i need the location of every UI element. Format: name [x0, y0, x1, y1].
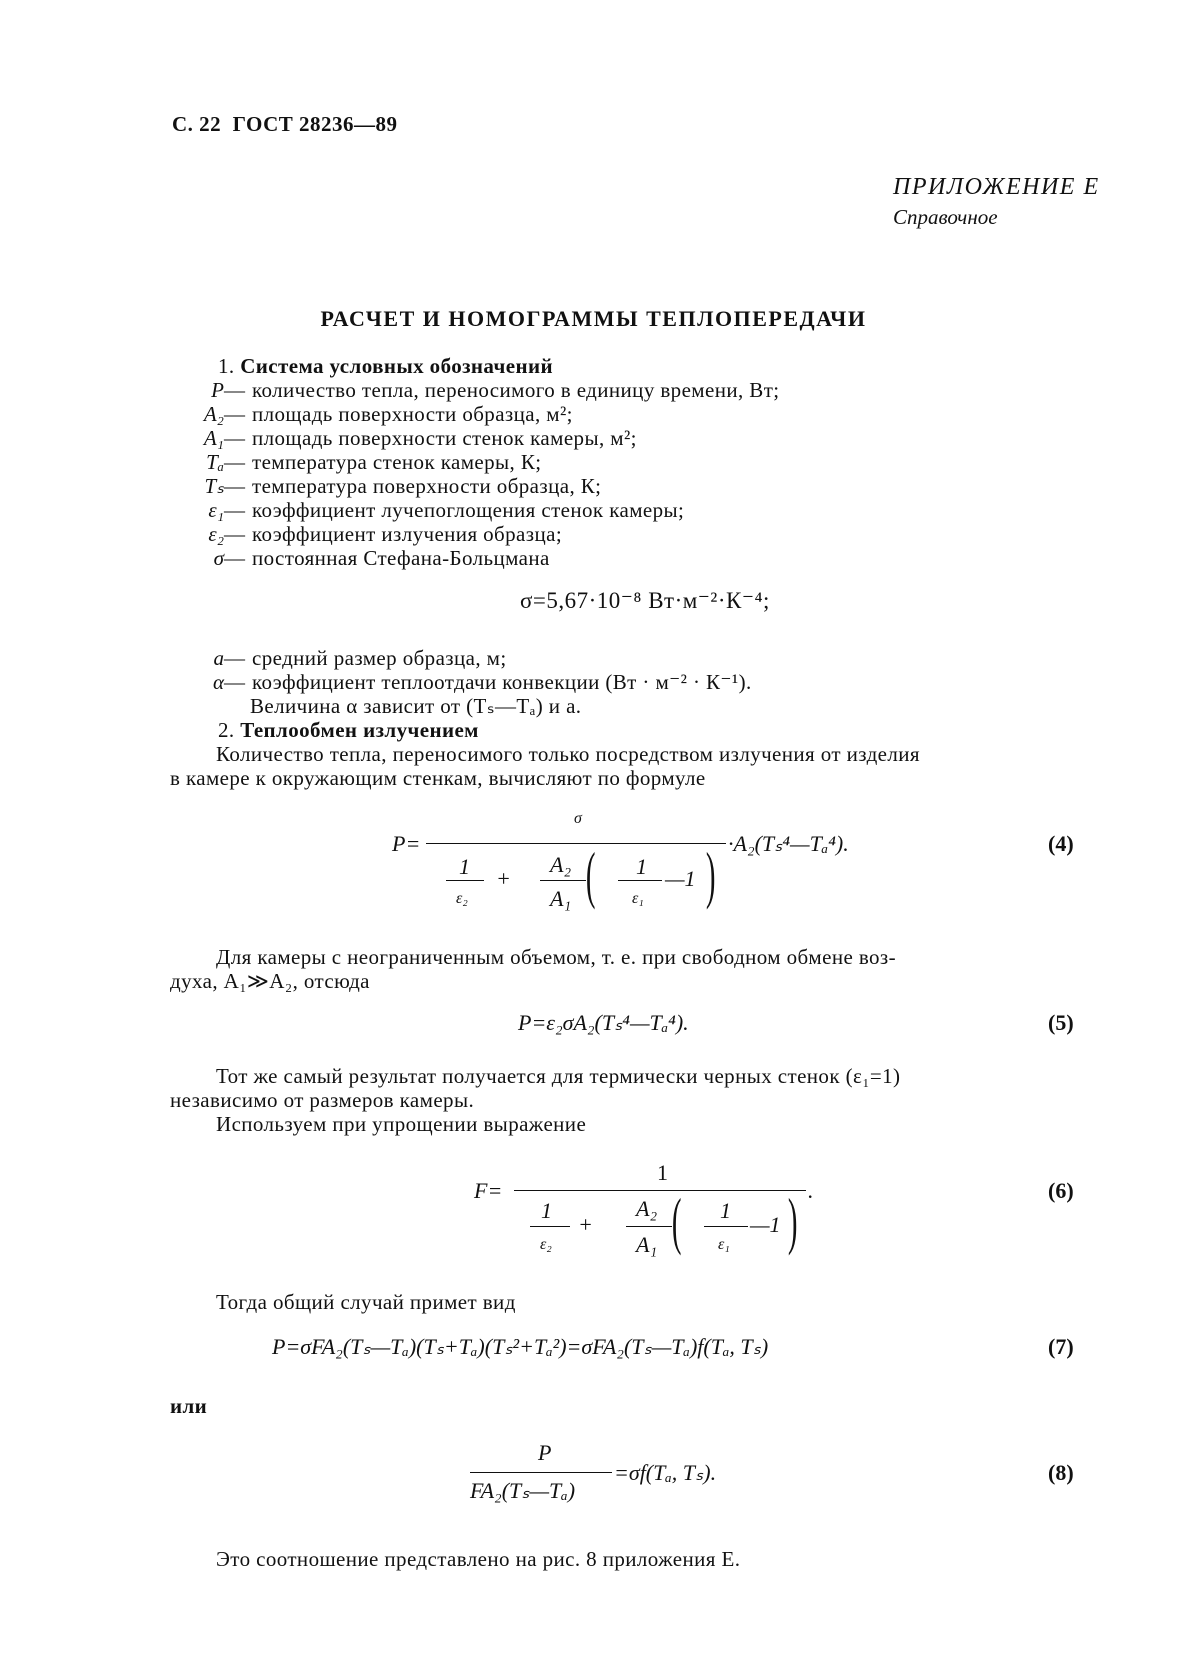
paragraph: духа, A₁≫A₂, отсюда — [170, 969, 370, 993]
page-ref: С. 22 — [172, 112, 222, 136]
symbol-definition: средний размер образца, м; — [252, 646, 507, 670]
symbol-definition: площадь поверхности образца, м²; — [252, 402, 573, 426]
page-title: РАСЧЕТ И НОМОГРАММЫ ТЕПЛОПЕРЕДАЧИ — [320, 306, 867, 331]
symbol-definition: коэффициент лучепоглощения стенок камеры; — [252, 498, 685, 522]
alpha-note: Величина α зависит от (Tₛ—Tₐ) и a. — [250, 694, 582, 718]
symbol: P — [211, 378, 224, 402]
symbol: a — [213, 646, 224, 670]
symbol: Tₛ — [204, 474, 224, 498]
standard-number: ГОСТ 28236—89 — [232, 112, 398, 136]
symbol-definition: постоянная Стефана-Больцмана — [252, 546, 550, 570]
symbol: ε₂ — [208, 522, 224, 546]
equation-number: (7) — [1048, 1334, 1074, 1359]
appendix-note: Справочное — [893, 205, 998, 229]
appendix-label: ПРИЛОЖЕНИЕ Е — [893, 174, 1100, 200]
symbol: A₂ — [203, 402, 224, 426]
equation-number: (8) — [1048, 1460, 1074, 1485]
section1-heading: 1. Система условных обозначений — [218, 354, 553, 378]
section2-heading: 2. Теплообмен излучением — [218, 718, 479, 742]
symbol-definition: температура стенок камеры, К; — [252, 450, 542, 474]
symbol-definition: коэффициент теплоотдачи конвекции (Вт · м⁻² · К⁻¹). — [252, 670, 752, 694]
symbol: ε₁ — [208, 498, 224, 522]
equation-number: (6) — [1048, 1178, 1074, 1203]
paragraph: Для камеры с неограниченным объемом, т. е. при свободном обмене воз- — [216, 945, 896, 969]
equation-7: P=σFA₂(Tₛ—Tₐ)(Tₛ+Tₐ)(Tₛ²+Tₐ²)=σFA₂(Tₛ—Tₐ)f(Tₐ, Tₛ) — [272, 1334, 769, 1359]
paragraph: Тогда общий случай примет вид — [216, 1290, 516, 1314]
document-page: С. 22 ГОСТ 28236—89 ПРИЛОЖЕНИЕ Е Справочное РАСЧЕТ И НОМОГРАММЫ ТЕПЛОПЕРЕДАЧИ 1. Система условных обозначений P — количество тепла, переносимого в единицу времени, Вт; A₂ — площадь поверхности образца, м²; A₁ — площадь поверхности стенок камеры, м²; Tₐ — температура стенок камеры, К; Tₛ — температура поверхности образца, К; ε₁ — коэффициент лучепоглощения стенок камеры; ε₂ — коэффициент излучения образца; σ — постоянная Стефана-Больцмана σ=5,67·10⁻⁸ Вт·м⁻²·К⁻⁴; a — средний размер образца, м; α — коэффициент теплоотдачи конвекции (Вт · м⁻² · К⁻¹). Величина α зависит от (Tₛ—Tₐ) и a. 2. Теплообмен излучением Количество тепла, переносимого только посредством излучения от изделия в камере к окружающим стенкам, вычисляют по формуле P= σ 1 ε₂ + A₂ A₁ ( 1 ε₁ —1 ) ·A₂(Tₛ⁴—Tₐ⁴). (4) Для камеры с неограниченным объемом, т. е. при свободном обмене воз- духа, A₁≫A₂, отсюда P=ε₂σA₂(Tₛ⁴—Tₐ⁴). (5) Тот же самый результат получается для термически черных стенок (ε₁=1) независимо от размеров камеры. Используем при упрощении выражение F= 1 1 ε₂ + A₂ A₁ ( 1 ε₁ —1 ) . (6) Тогда общий случай примет вид P=σFA₂(Tₛ—Tₐ)(Tₛ+Tₐ)(Tₛ²+Tₐ²)=σFA₂(Tₛ—Tₐ)f(Tₐ, Tₛ) (7) или P FA₂(Tₛ—Tₐ) =σf(Tₐ, Tₛ). (8) Это соотношение представлено на рис. 8 приложения Е. — [0, 0, 1187, 1679]
paragraph: Это соотношение представлено на рис. 8 приложения Е. — [216, 1547, 741, 1571]
symbol-definition: количество тепла, переносимого в единицу времени, Вт; — [252, 378, 780, 402]
symbol: A₁ — [203, 426, 224, 450]
symbol-definition: температура поверхности образца, К; — [252, 474, 602, 498]
symbol: Tₐ — [206, 450, 224, 474]
or-word: или — [170, 1394, 208, 1418]
symbol-definition: площадь поверхности стенок камеры, м²; — [252, 426, 637, 450]
equation-number: (5) — [1048, 1010, 1074, 1035]
paragraph: Количество тепла, переносимого только посредством излучения от изделия — [216, 742, 920, 766]
symbol: α — [212, 670, 224, 694]
paragraph: Используем при упрощении выражение — [216, 1112, 587, 1136]
paragraph: Тот же самый результат получается для термически черных стенок (ε₁=1) — [216, 1064, 901, 1088]
equation-5: P=ε₂σA₂(Tₛ⁴—Tₐ⁴). — [518, 1010, 689, 1035]
paragraph: в камере к окружающим стенкам, вычисляют по формуле — [170, 766, 706, 790]
sigma-value: σ=5,67·10⁻⁸ Вт·м⁻²·К⁻⁴; — [520, 588, 770, 613]
paragraph: независимо от размеров камеры. — [170, 1088, 475, 1112]
symbol: σ — [213, 546, 224, 570]
page-header — [172, 112, 398, 137]
equation-number: (4) — [1048, 831, 1074, 856]
symbol-definition: коэффициент излучения образца; — [252, 522, 563, 546]
